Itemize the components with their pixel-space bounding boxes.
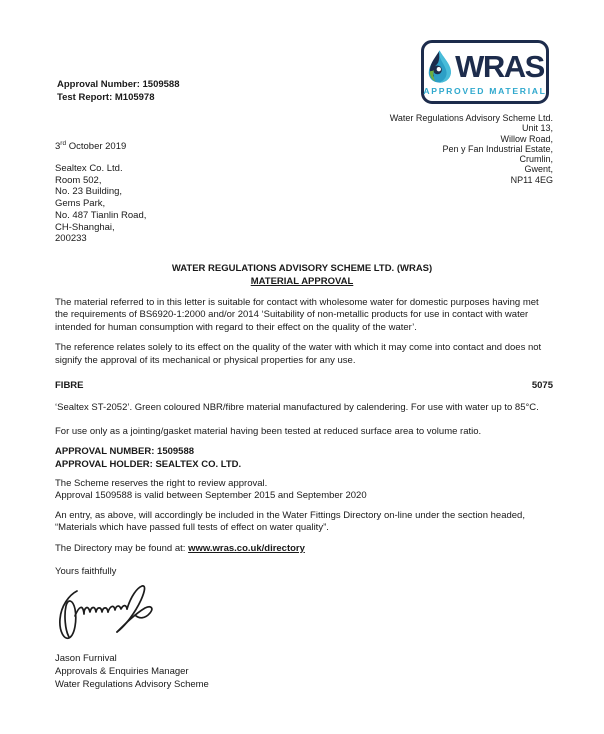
signatory-name: Jason Furnival bbox=[55, 652, 117, 664]
logo-subtitle: APPROVED MATERIAL bbox=[423, 86, 547, 96]
directory-link[interactable]: www.wras.co.uk/directory bbox=[188, 542, 305, 554]
signatory-block bbox=[55, 652, 553, 691]
test-report-ref: Test Report: M105978 bbox=[57, 91, 155, 103]
approval-number-line: APPROVAL NUMBER: 1509588 bbox=[55, 446, 195, 458]
recipient-address-line: Gems Park, bbox=[55, 198, 106, 210]
sender-address-line: Willow Road, bbox=[500, 133, 553, 144]
sender-address-line: Water Regulations Advisory Scheme Ltd. bbox=[389, 113, 553, 123]
heading-scheme-line: WATER REGULATIONS ADVISORY SCHEME LTD. (WRAS) bbox=[171, 263, 433, 274]
signature-area bbox=[55, 582, 553, 650]
paragraph-suitability: The material referred to in this letter is suitable for contact with wholesome water for domestic purposes having met the requirements of BS6920-1:2000 and/or 2014 ‘Suitability of non-metallic products for use in contact with water intended for human consumption with regard to their effect on the quality of the water’. bbox=[55, 297, 539, 333]
signatory-title: Approvals & Enquiries Manager bbox=[55, 665, 189, 677]
letter-body bbox=[55, 297, 553, 691]
sender-address-line: Unit 13, bbox=[521, 123, 553, 134]
wras-logo bbox=[421, 40, 549, 104]
paragraph-use-restriction: For use only as a jointing/gasket material having been tested at reduced surface area to volume ratio. bbox=[55, 425, 482, 437]
approval-block bbox=[55, 446, 553, 471]
wras-logo-row bbox=[426, 49, 544, 84]
recipient-address bbox=[55, 163, 146, 245]
sender-address bbox=[390, 113, 553, 185]
date-day: 3 bbox=[55, 141, 61, 153]
review-right-line: The Scheme reserves the right to review approval. bbox=[55, 478, 268, 490]
letter-heading bbox=[0, 262, 604, 288]
recipient-address-line: No. 23 Building, bbox=[55, 186, 123, 198]
approval-holder-line: APPROVAL HOLDER: SEALTEX CO. LTD. bbox=[55, 458, 242, 470]
recipient-address-line: 200233 bbox=[55, 233, 87, 245]
paragraph-directory-entry: An entry, as above, will accordingly be included in the Water Fittings Directory on-line under the section headed, “Materials which have passed full tests of effect on water quality”. bbox=[55, 509, 525, 534]
paragraph-reference-scope: The reference relates solely to its effect on the quality of the water with which it may come into contact and does not signify the approval of its mechanical or physical properties for any use. bbox=[55, 342, 542, 366]
sender-address-line: Crumlin, bbox=[519, 154, 553, 165]
validity-line: Approval 1509588 is valid between September 2015 and September 2020 bbox=[55, 490, 367, 502]
sender-address-line: Pen y Fan Industrial Estate, bbox=[442, 143, 553, 154]
material-code: 5075 bbox=[531, 380, 553, 392]
review-block bbox=[55, 478, 553, 503]
material-name: FIBRE bbox=[55, 380, 84, 392]
approval-number-ref: Approval Number: 1509588 bbox=[57, 79, 180, 90]
recipient-address-line: Sealtex Co. Ltd. bbox=[55, 163, 123, 174]
letterhead-refs bbox=[57, 79, 180, 104]
recipient-address-line: CH-Shanghai, bbox=[55, 221, 115, 233]
handwritten-signature bbox=[55, 582, 173, 648]
heading-material-approval: MATERIAL APPROVAL bbox=[250, 276, 354, 287]
date-ordinal: rd bbox=[60, 140, 67, 147]
closing-salutation: Yours faithfully bbox=[55, 566, 117, 578]
recipient-address-line: No. 487 Tianlin Road, bbox=[55, 209, 147, 221]
letter-date bbox=[55, 140, 126, 152]
logo-wras-text: WRAS bbox=[455, 48, 544, 84]
paragraph-material-description: ‘Sealtex ST-2052’. Green coloured NBR/fibre material manufactured by calendering. For use with water up to 85°C. bbox=[55, 402, 539, 414]
sender-address-line: NP11 4EG bbox=[510, 174, 553, 185]
material-row bbox=[55, 380, 553, 392]
directory-line bbox=[55, 543, 553, 555]
sender-address-line: Gwent, bbox=[524, 164, 553, 175]
directory-prefix: The Directory may be found at: bbox=[55, 542, 189, 554]
recipient-address-line: Room 502, bbox=[55, 174, 102, 186]
date-rest: October 2019 bbox=[66, 141, 127, 153]
signatory-organisation: Water Regulations Advisory Scheme bbox=[55, 678, 209, 690]
water-drop-icon bbox=[426, 49, 453, 84]
